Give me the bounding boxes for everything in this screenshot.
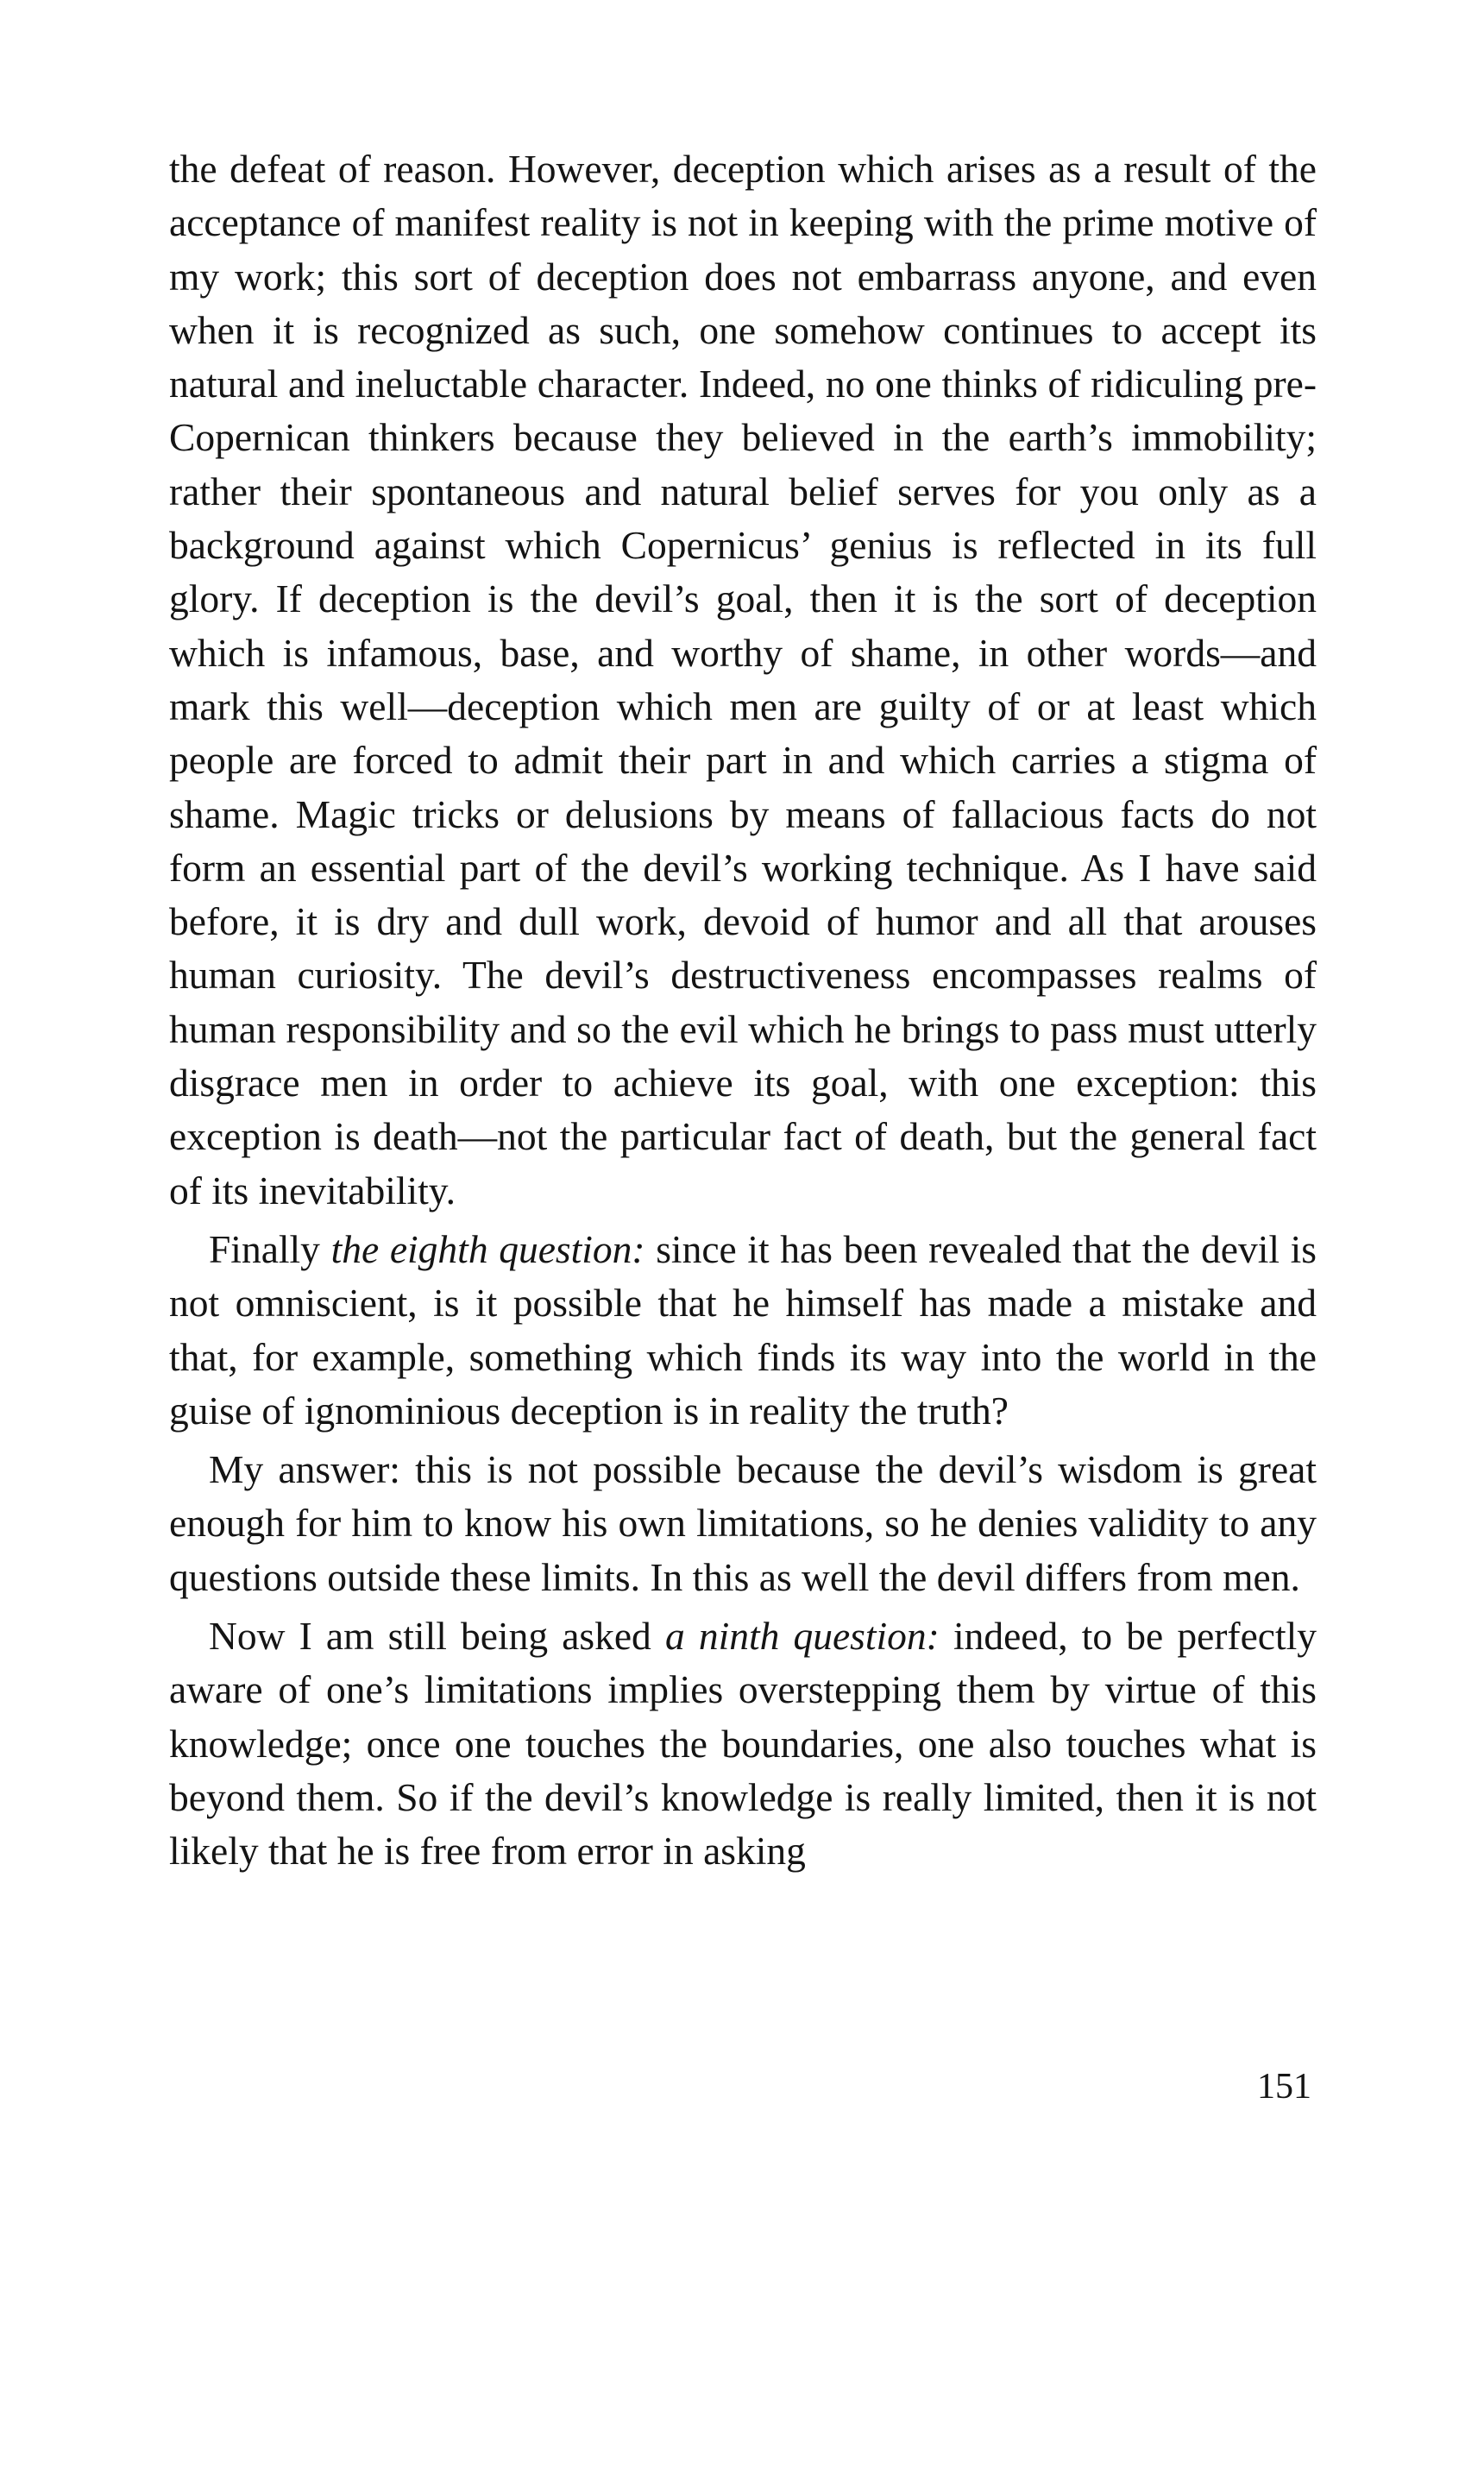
paragraph-1 [169,142,1317,1218]
paragraph-3-text: My answer: this is not possible because the devil’s wisdom is great enough for him to know his own limitations, so he denies validity to any questions outside these limits. In this as well the devil differs from men. [169,1447,1317,1599]
paragraph-2 [169,1223,1317,1438]
paragraph-1-text: the defeat of reason. However, deception which arises as a result of the acceptance of manifest reality is not in keeping with the prime motive of my work; this sort of deception does not embarrass anyone, and even when it is recognized as such, one somehow continues to accept its natural and ineluctable character. Indeed, no one thinks of ridiculing pre-Copernican thinkers because they believed in the earth’s immobility; rather their spontaneous and natural belief serves for you only as a background against which Copernicus’ genius is reflected in its full glory. If deception is the devil’s goal, then it is the sort of deception which is infamous, base, and worthy of shame, in other words—and mark this well—deception which men are guilty of or at least which people are forced to admit their part in and which carries a stigma of shame. Magic tricks or delusions by means of fallacious facts do not form an essential part of the devil’s working technique. As I have said before, it is dry and dull work, devoid of humor and all that arouses human curiosity. The devil’s destructiveness encompasses realms of human responsibility and so the evil which he brings to pass must utterly disgrace men in order to achieve its goal, with one exception: this exception is death—not the particular fact of death, but the general fact of its inevitability. [169,147,1317,1213]
paragraph-2-body: since it has been revealed that the devil is not omniscient, is it possible that he himself has made a mistake and that, for example, something which finds its way into the world in the guise of ignominious deception is in reality the truth? [169,1226,1317,1433]
ninth-question-label: a ninth question: [664,1614,940,1659]
paragraph-4-body: indeed, to be perfectly aware of one’s limitations implies overstepping them by virtue of this knowledge; once one touches the boundaries, one also touches what is beyond them. So if the devil’s knowledge is really limited, then it is not likely that he is free from error in asking [169,1614,1317,1874]
paragraph-3 [169,1443,1317,1604]
paragraph-4 [169,1609,1317,1878]
paragraph-4-lead: Now I am still being asked [209,1614,665,1659]
page-number: 151 [1257,2067,1311,2107]
body-text [169,142,1317,1879]
paragraph-2-lead: Finally [209,1226,331,1271]
eighth-question-label: the eighth question: [330,1226,645,1271]
